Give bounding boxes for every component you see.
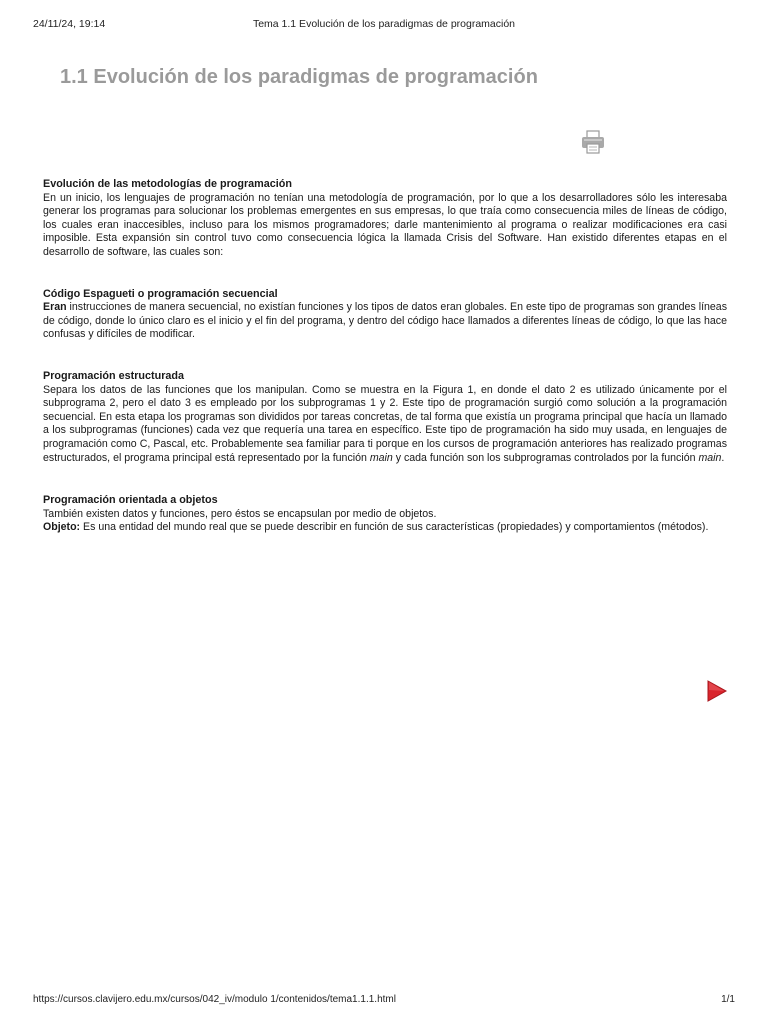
- body-text-estructurada-2: y cada función son los subprogramas controlados por la función: [392, 451, 699, 464]
- section-body-espagueti: [43, 301, 727, 342]
- section-metodologias: [43, 178, 727, 260]
- body-text-objeto: Es una entidad del mundo real que se puede describir en función de sus características (propiedades) y comportamientos (métodos).: [80, 521, 709, 534]
- body-text-espagueti: instrucciones de manera secuencial, no existían funciones y los tipos de datos eran globales. En este tipo de programas son grandes líneas de código, donde lo único claro es el inicio y el fin del programa, y dentro del código hace llamados a diferentes líneas de código, lo que las hace confusas y difíciles de modificar.: [43, 301, 727, 341]
- next-page-arrow-icon[interactable]: [706, 679, 728, 703]
- section-heading-metodologias: Evolución de las metodologías de programación: [43, 178, 292, 190]
- print-header: [33, 18, 735, 32]
- section-espagueti: [43, 288, 727, 342]
- print-document-title: Tema 1.1 Evolución de los paradigmas de programación: [252, 18, 516, 30]
- section-body-objetos-line1: También existen datos y funciones, pero éstos se encapsulan por medio de objetos.: [43, 507, 437, 520]
- page-number: 1/1: [721, 994, 735, 1005]
- lead-word-objeto: Objeto:: [43, 521, 81, 534]
- section-heading-objetos: Programación orientada a objetos: [43, 494, 218, 507]
- section-body-metodologias: En un inicio, los lenguajes de programación no tenían una metodología de programación, por lo que a los desarrolladores sólo les interesaba generar los programas para solucionar los problemas emergentes en sus empresas, lo que traía como consecuencia miles de líneas de código, los cuales eran inaccesibles, incluso para los mismos programadores; darle mantenimiento al programa o realizar modificaciones era casi imposible. Esta expansión sin control tuvo como consecuencia lógica la llamada Crisis del Software. Han existido diferentes etapas en el desarrollo de software, las cuales son:: [43, 191, 727, 258]
- body-text-estructurada-1: Separa los datos de las funciones que los manipulan. Como se muestra en la Figura 1, en donde el dato 2 es utilizado únicamente por el subprograma 2, pero el dato 3 es empleado por los subprogramas 1 y 2. Este tipo de programación surgió como solución a la programación secuencial. En esta etapa los programas son divididos por tareas concretas, de tal forma que existía un programa principal que hacía un llamado a los subprogramas (funciones) cada vez que requería una tarea en específico. Este tipo de programación ha sido muy usada, en lenguajes de programación como C, Pascal, etc. Probablemente sea familiar para ti porque en los cursos de programación anteriores has realizado programas estructurados, el programa principal está representado por la función: [43, 383, 727, 464]
- main-content: [43, 178, 727, 535]
- section-estructurada: [43, 370, 727, 465]
- page-title: 1.1 Evolución de los paradigmas de programación: [60, 66, 538, 88]
- body-text-estructurada-3: .: [721, 451, 725, 464]
- print-footer: [33, 994, 735, 1008]
- printer-icon[interactable]: [579, 128, 607, 156]
- print-datetime: 24/11/24, 19:14: [33, 18, 106, 30]
- section-body-objetos-definition: [43, 521, 727, 535]
- lead-word-eran: Eran: [43, 301, 67, 314]
- section-heading-espagueti: Código Espagueti o programación secuencial: [43, 287, 278, 300]
- code-term-main-2: main: [698, 451, 722, 464]
- section-heading-estructurada: Programación estructurada: [43, 369, 185, 382]
- section-body-estructurada: [43, 384, 727, 466]
- code-term-main-1: main: [369, 451, 393, 464]
- section-objetos: [43, 494, 727, 535]
- page-url: https://cursos.clavijero.edu.mx/cursos/042_iv/modulo 1/contenidos/tema1.1.1.html: [33, 994, 396, 1005]
